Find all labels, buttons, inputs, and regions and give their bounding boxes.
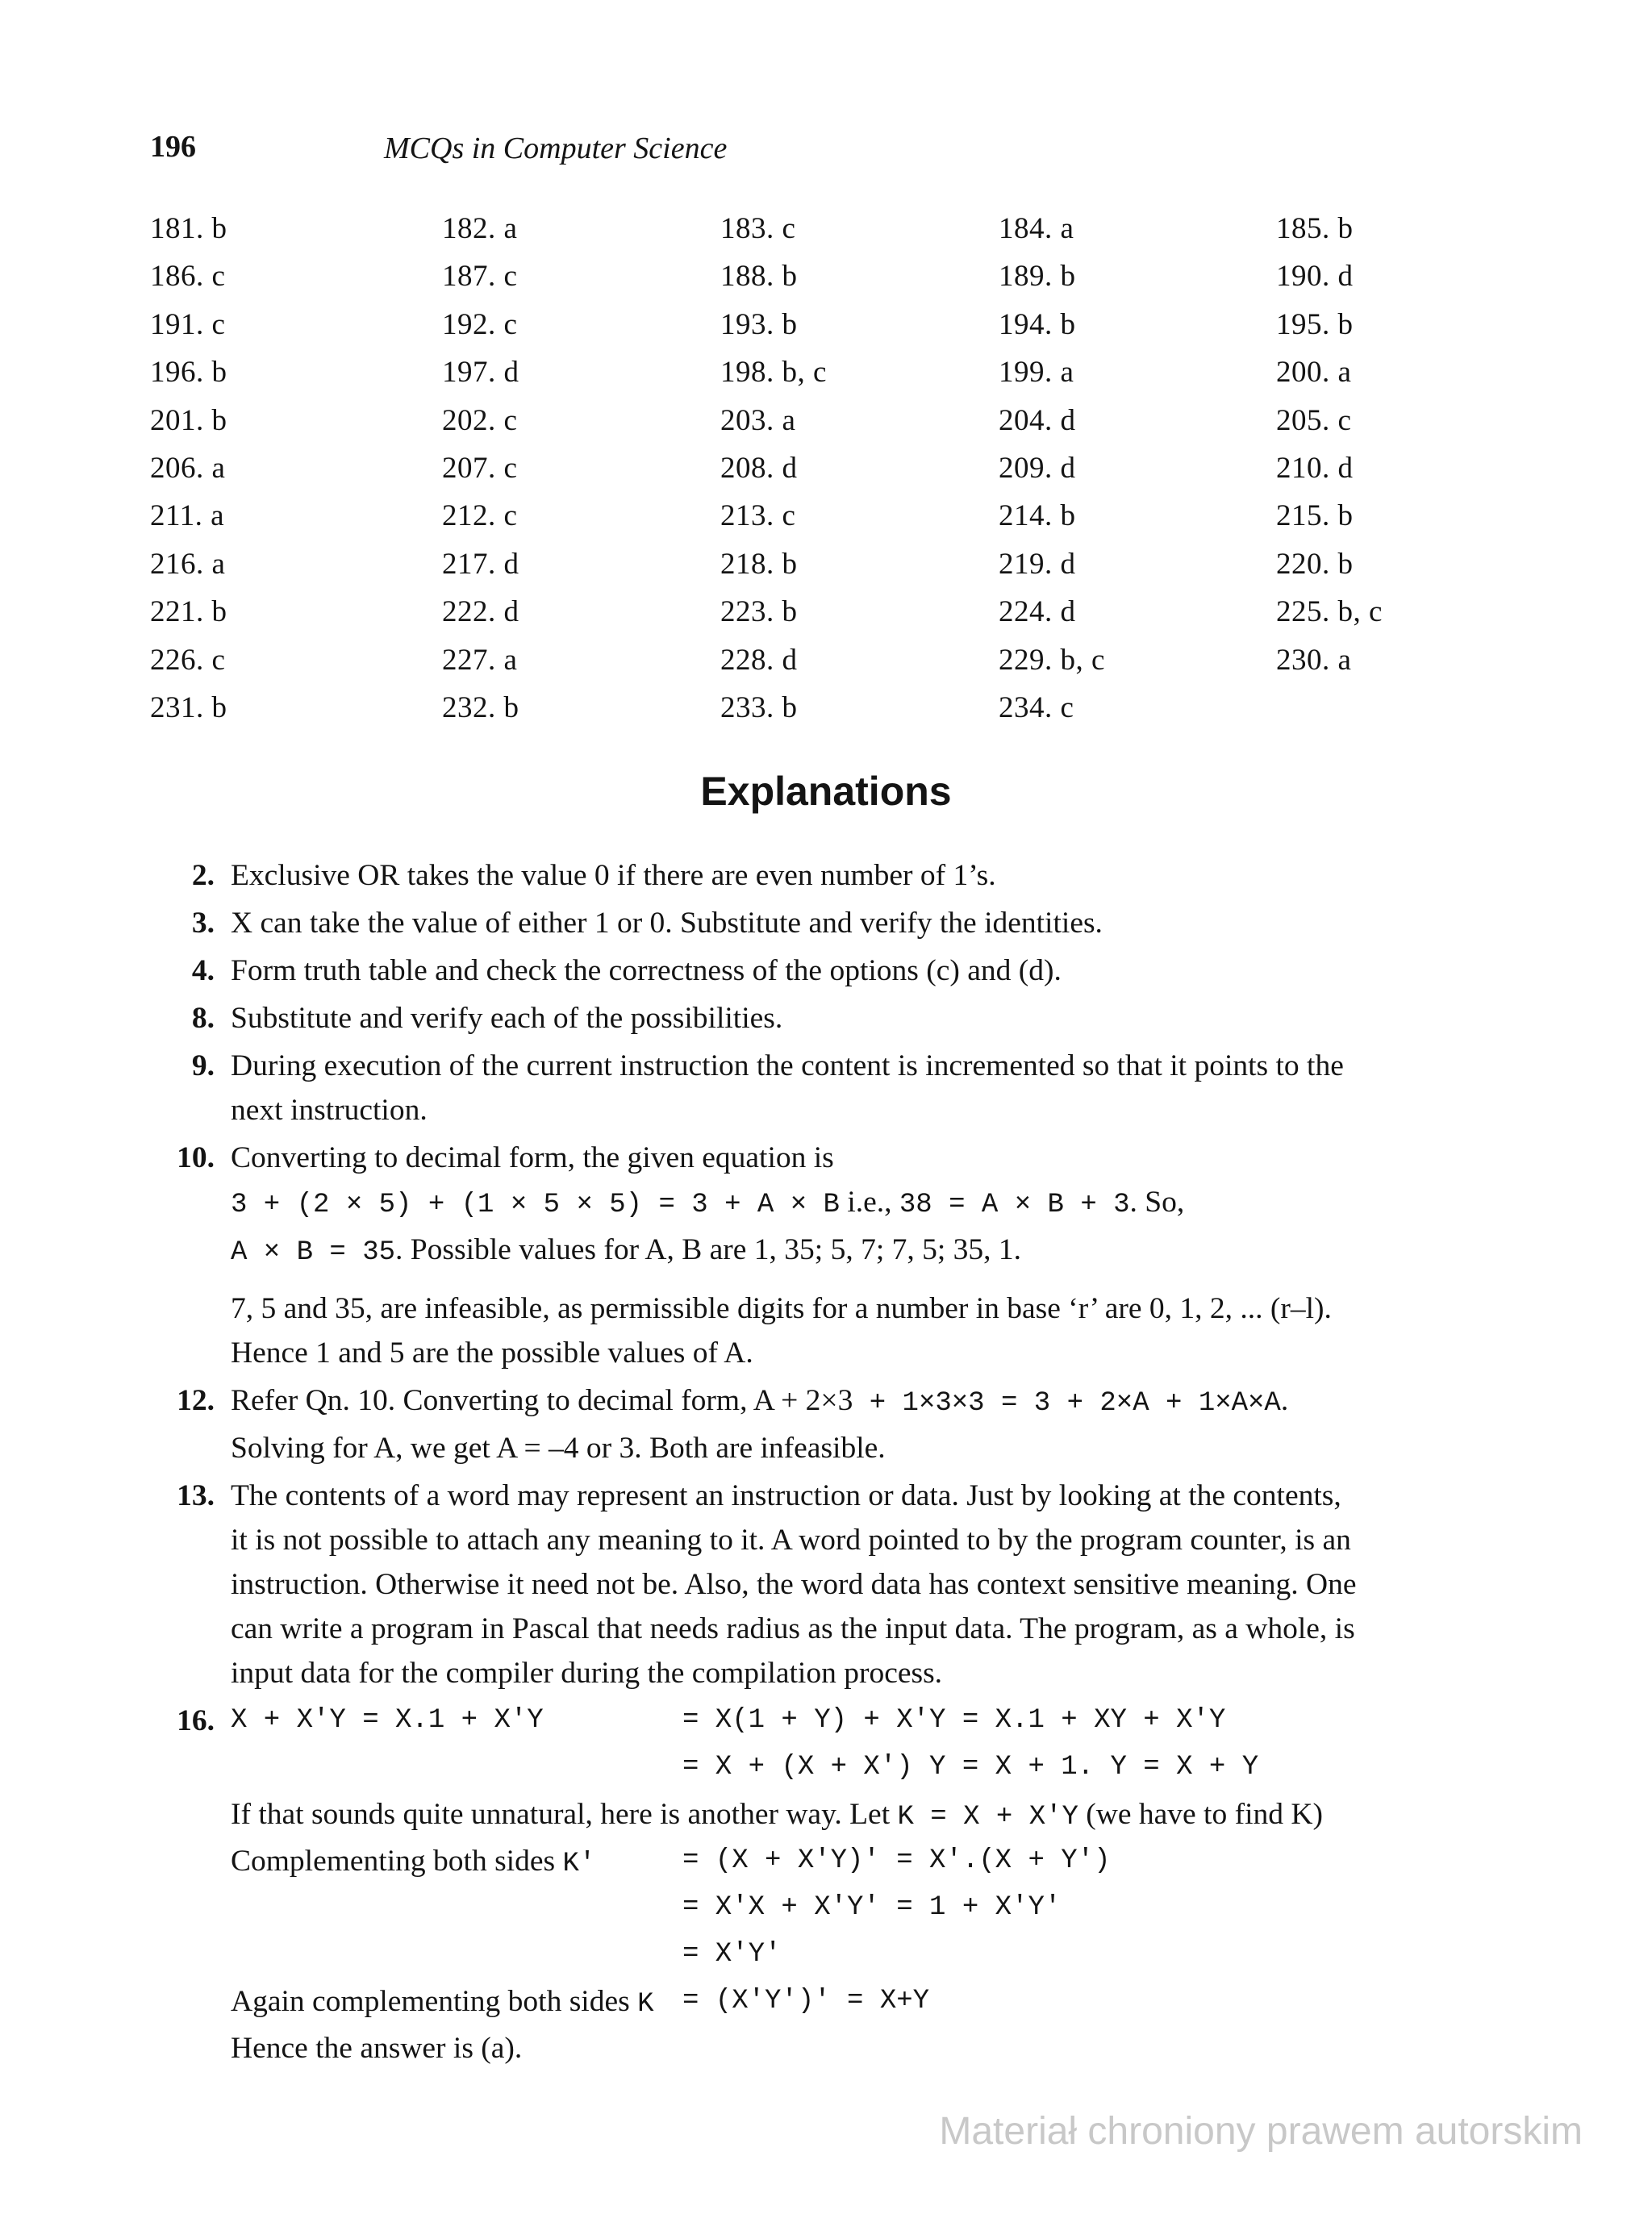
math-expression: X + X′Y = X.1 + X′Y xyxy=(231,1705,544,1736)
equation-line xyxy=(231,1378,1581,1426)
answer-entry: 201. b xyxy=(150,403,227,437)
explanation-text: i.e., xyxy=(839,1186,899,1219)
equation-line xyxy=(231,1979,1581,2026)
explanation-text: . So, xyxy=(1129,1186,1185,1219)
explanation-text: 7, 5 and 35, are infeasible, as permissible digits for a number in base ‘r’ are 0, 1, 2, ... (r–l). xyxy=(231,1292,1332,1325)
page-number: 196 xyxy=(150,130,196,164)
answer-entry: 193. b xyxy=(720,307,798,341)
explanation-text: (we have to find K) xyxy=(1078,1798,1323,1831)
answer-entry: 230. a xyxy=(1276,643,1352,677)
answer-row xyxy=(150,594,1521,642)
answer-row xyxy=(150,547,1521,594)
explanation-text-line xyxy=(231,1792,1323,1840)
explanation-item xyxy=(153,949,1581,993)
explanation-number: 12. xyxy=(177,1384,215,1417)
equation-line xyxy=(231,2026,1581,2073)
equation-line xyxy=(231,1699,1581,1745)
explanation-text: Converting to decimal form, the given equation is xyxy=(231,1141,834,1174)
answer-entry: 221. b xyxy=(150,595,227,629)
answer-entry: 183. c xyxy=(720,212,796,245)
answer-row xyxy=(150,259,1521,306)
math-expression: A × B = 35 xyxy=(231,1237,396,1268)
answer-entry: 223. b xyxy=(720,595,798,629)
answer-entry: 184. a xyxy=(999,212,1074,245)
math-expression: 38 = A × B + 3 xyxy=(899,1190,1130,1220)
answer-entry: 220. b xyxy=(1276,547,1354,581)
explanation-item xyxy=(153,853,1581,898)
explanation-item-12 xyxy=(153,1378,1581,1470)
explanations-list xyxy=(153,853,1581,2076)
answer-row xyxy=(150,498,1521,546)
answer-entry: 182. a xyxy=(442,212,518,245)
explanation-text: input data for the compiler during the compilation process. xyxy=(231,1657,943,1690)
answer-entry: 216. a xyxy=(150,547,226,581)
answer-entry: 210. d xyxy=(1276,451,1354,485)
equation-line xyxy=(231,1839,1581,1886)
answer-row xyxy=(150,451,1521,498)
answer-entry: 228. d xyxy=(720,643,798,677)
explanation-text: it is not possible to attach any meaning to it. A word pointed to by the program counter, is an xyxy=(231,1524,1351,1557)
answer-entry: 190. d xyxy=(1276,260,1354,294)
answer-entry: 225. b, c xyxy=(1276,595,1383,629)
answer-entry: 217. d xyxy=(442,547,519,581)
answer-row xyxy=(150,307,1521,355)
answer-entry: 209. d xyxy=(999,451,1076,485)
answer-entry: 198. b, c xyxy=(720,356,827,390)
equation-line xyxy=(231,1745,1581,1792)
answer-entry: 189. b xyxy=(999,260,1076,294)
explanation-number: 3. xyxy=(191,907,215,940)
math-expression: = X′X + X′Y′ = 1 + X′Y′ xyxy=(682,1892,1062,1923)
answer-entry: 229. b, c xyxy=(999,643,1105,677)
explanation-item xyxy=(153,996,1581,1040)
explanation-text: Solving for A, we get A = –4 or 3. Both are infeasible. xyxy=(231,1432,886,1465)
explanation-text-line xyxy=(231,1839,595,1887)
answer-entry: 206. a xyxy=(150,451,226,485)
answer-entry: 203. a xyxy=(720,403,796,437)
copyright-watermark: Materiał chroniony prawem autorskim xyxy=(939,2110,1583,2153)
answer-row xyxy=(150,211,1521,259)
math-expression: = X(1 + Y) + X′Y = X.1 + XY + X′Y xyxy=(682,1705,1226,1736)
running-title: MCQs in Computer Science xyxy=(384,131,728,165)
answer-entry: 204. d xyxy=(999,403,1076,437)
answer-entry: 197. d xyxy=(442,356,519,390)
answer-entry: 226. c xyxy=(150,643,226,677)
math-expression: = (X′Y′)′ = X+Y xyxy=(682,1986,930,2016)
section-heading-explanations: Explanations xyxy=(700,769,952,814)
answer-entry: 187. c xyxy=(442,260,518,294)
explanation-number: 8. xyxy=(191,1002,215,1035)
math-expression: K = X + X′Y xyxy=(897,1802,1078,1833)
answer-row xyxy=(150,355,1521,402)
answer-entry: 218. b xyxy=(720,547,798,581)
answer-key-grid xyxy=(150,211,1521,738)
answer-row xyxy=(150,643,1521,690)
explanation-item xyxy=(153,901,1581,945)
answer-entry: 186. c xyxy=(150,260,226,294)
answer-entry: 185. b xyxy=(1276,212,1354,245)
math-expression: + 1×3×3 = 3 + 2×A + 1×A×A xyxy=(853,1388,1281,1419)
answer-entry: 233. b xyxy=(720,690,798,724)
answer-entry: 234. c xyxy=(999,690,1074,724)
answer-entry: 181. b xyxy=(150,212,227,245)
equation-line xyxy=(231,1933,1581,1979)
explanation-number: 4. xyxy=(191,954,215,987)
answer-entry: 195. b xyxy=(1276,307,1354,341)
math-expression: = X′Y′ xyxy=(682,1939,782,1970)
equation-line xyxy=(231,1180,1581,1228)
answer-row xyxy=(150,690,1521,738)
answer-entry: 205. c xyxy=(1276,403,1352,437)
explanation-text: Refer Qn. 10. Converting to decimal form, A + 2×3 xyxy=(231,1384,853,1417)
math-expression: = (X + X′Y)′ = X′.(X + Y′) xyxy=(682,1845,1111,1876)
explanation-number: 9. xyxy=(191,1049,215,1082)
explanation-text: Form truth table and check the correctness of the options (c) and (d). xyxy=(231,954,1062,987)
explanation-text: instruction. Otherwise it need not be. Also, the word data has context sensitive meaning. One xyxy=(231,1568,1357,1601)
explanation-text: Hence the answer is (a). xyxy=(231,2032,523,2065)
explanation-text: Again complementing both sides xyxy=(231,1985,638,2018)
math-expression: = X + (X + X′) Y = X + 1. Y = X + Y xyxy=(682,1752,1259,1783)
explanation-text-line xyxy=(231,1979,654,2027)
answer-entry: 227. a xyxy=(442,643,518,677)
math-expression: 3 + (2 × 5) + (1 × 5 × 5) = 3 + A × B xyxy=(231,1190,840,1220)
answer-entry: 222. d xyxy=(442,595,519,629)
answer-entry: 207. c xyxy=(442,451,518,485)
answer-entry: 208. d xyxy=(720,451,798,485)
explanation-text: next instruction. xyxy=(231,1094,428,1127)
math-expression: K xyxy=(637,1989,654,2020)
equation-line xyxy=(231,1886,1581,1933)
answer-entry: 224. d xyxy=(999,595,1076,629)
answer-entry: 219. d xyxy=(999,547,1076,581)
answer-entry: 192. c xyxy=(442,307,518,341)
math-expression: K′ xyxy=(562,1849,596,1879)
equation-line xyxy=(231,1228,1581,1275)
explanation-text: Exclusive OR takes the value 0 if there are even number of 1’s. xyxy=(231,859,996,892)
answer-entry: 215. b xyxy=(1276,499,1354,533)
answer-entry: 202. c xyxy=(442,403,518,437)
answer-entry: 213. c xyxy=(720,499,796,533)
explanation-text: . xyxy=(1280,1384,1289,1417)
explanation-number: 10. xyxy=(177,1141,215,1174)
explanation-text: During execution of the current instruction the content is incremented so that it points to the xyxy=(231,1049,1344,1082)
explanation-item xyxy=(153,1044,1581,1132)
explanation-text: can write a program in Pascal that needs radius as the input data. The program, as a whole, is xyxy=(231,1612,1355,1645)
answer-entry: 200. a xyxy=(1276,356,1352,390)
explanation-item-10 xyxy=(153,1136,1581,1375)
explanation-text: If that sounds quite unnatural, here is another way. Let xyxy=(231,1798,898,1831)
answer-entry: 191. c xyxy=(150,307,226,341)
answer-entry: 214. b xyxy=(999,499,1076,533)
answer-entry: 231. b xyxy=(150,690,227,724)
explanation-text: Complementing both sides xyxy=(231,1845,563,1878)
explanation-number: 2. xyxy=(191,859,215,892)
explanation-text: Hence 1 and 5 are the possible values of A. xyxy=(231,1336,753,1370)
answer-entry: 232. b xyxy=(442,690,519,724)
explanation-item-13 xyxy=(153,1474,1581,1695)
answer-entry: 212. c xyxy=(442,499,518,533)
answer-entry: 194. b xyxy=(999,307,1076,341)
explanation-text: . Possible values for A, B are 1, 35; 5, 7; 7, 5; 35, 1. xyxy=(395,1233,1022,1266)
explanation-text: X can take the value of either 1 or 0. Substitute and verify the identities. xyxy=(231,907,1103,940)
answer-entry: 199. a xyxy=(999,356,1074,390)
explanation-number: 16. xyxy=(177,1704,215,1737)
answer-entry: 196. b xyxy=(150,356,227,390)
explanation-text: Substitute and verify each of the possibilities. xyxy=(231,1002,783,1035)
equation-line xyxy=(231,1792,1581,1839)
answer-entry: 188. b xyxy=(720,260,798,294)
explanation-text: The contents of a word may represent an instruction or data. Just by looking at the contents, xyxy=(231,1479,1341,1512)
explanation-number: 13. xyxy=(177,1479,215,1512)
answer-row xyxy=(150,403,1521,451)
explanation-item-16 xyxy=(153,1699,1581,2073)
answer-entry: 211. a xyxy=(150,499,225,533)
